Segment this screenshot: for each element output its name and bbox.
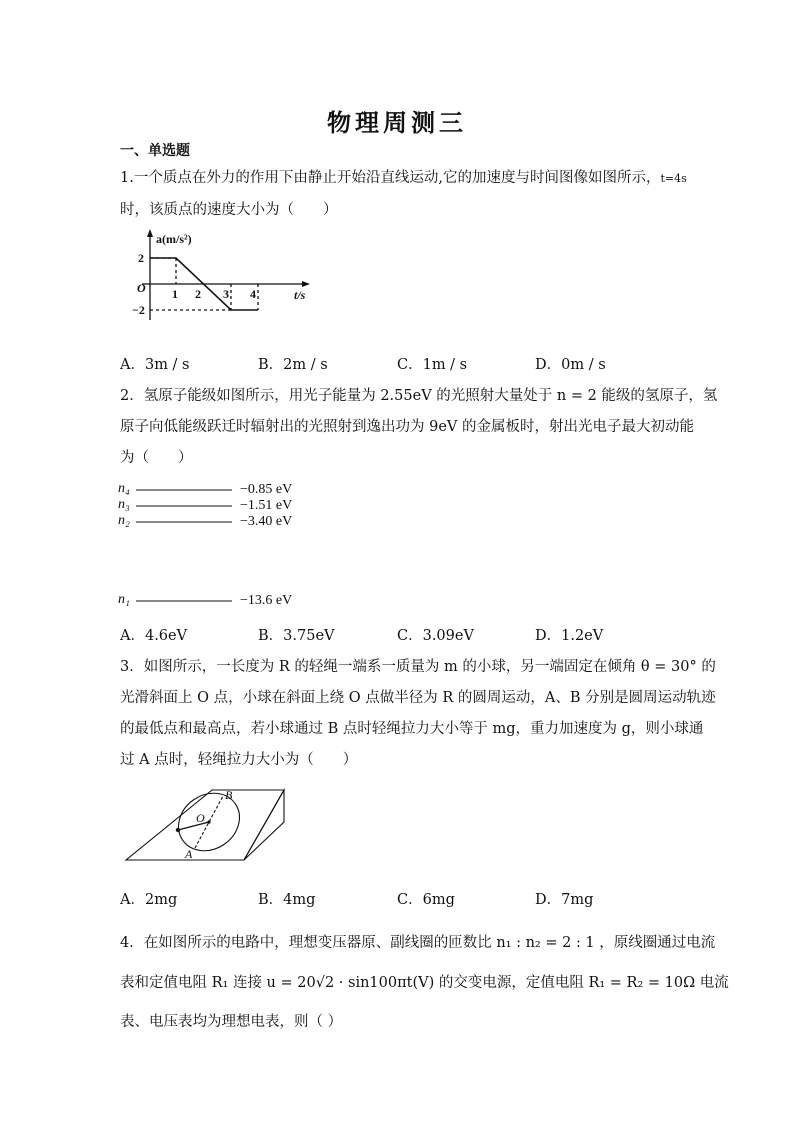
q1-y-tick-2: 2 — [138, 251, 144, 265]
q2-text-line3: 为（ ） — [120, 450, 193, 466]
level-energy-n3: −1.51 eV — [240, 498, 293, 513]
level-label-n2: n₂ — [118, 513, 130, 528]
center-point — [207, 820, 210, 823]
q4-text-line2: 表和定值电阻 R₁ 连接 u = 20√2 · sin100πt(V) 的交变电源，定值电阻 R₁ = R₂ = 10Ω 电流 — [120, 975, 729, 991]
q1-time-note: t=4s — [660, 172, 687, 185]
q1-y-axis-arrow — [147, 229, 153, 237]
q3-text-line2: 光滑斜面上 O 点，小球在斜面上绕 O 点做半径为 R 的圆周运动，A、B 分别是圆周运动轨迹 — [120, 690, 716, 706]
q1-text-line2: 时，该质点的速度大小为（ ） — [120, 202, 338, 218]
level-energy-n4: −0.85 eV — [240, 482, 293, 497]
ball — [176, 828, 180, 832]
label-o: O — [196, 811, 205, 825]
q1-option-a[interactable]: A．3m / s — [120, 357, 190, 373]
q2-option-c[interactable]: C．3.09eV — [397, 628, 474, 644]
q1-y-tick-neg2: −2 — [132, 303, 145, 317]
q1-acceleration-graph — [128, 226, 318, 326]
q3-option-a[interactable]: A．2mg — [120, 892, 178, 908]
q1-y-label: a(m/s²) — [156, 232, 192, 246]
q2-energy-level-diagram — [116, 476, 326, 610]
q1-option-b[interactable]: B．2m / s — [258, 357, 328, 373]
q1-origin-label: O — [137, 281, 146, 295]
level-energy-n2: −3.40 eV — [240, 514, 293, 529]
level-label-n1: n₁ — [118, 592, 130, 607]
q1-x-tick-1: 1 — [172, 287, 178, 301]
q2-text-line1: 2．氢原子能级如图所示，用光子能量为 2.55eV 的光照射大量处于 n = 2 能级的氢原子，氢 — [120, 388, 718, 404]
q2-option-b[interactable]: B．3.75eV — [258, 628, 335, 644]
q1-x-axis-arrow — [302, 281, 310, 287]
page-title: 物理周测三 — [327, 108, 467, 137]
q4-text-line3: 表、电压表均为理想电表，则（ ） — [120, 1014, 343, 1030]
q3-option-c[interactable]: C．6mg — [397, 892, 455, 908]
q1-x-tick-2: 2 — [195, 287, 201, 301]
q1-option-c[interactable]: C．1m / s — [397, 357, 468, 373]
label-b: B — [225, 788, 233, 802]
q3-text-line1: 3．如图所示，一长度为 R 的轻绳一端系一质量为 m 的小球，另一端固定在倾角 θ = 30° 的 — [120, 659, 716, 675]
q3-option-d[interactable]: D．7mg — [535, 892, 594, 908]
incline-plane — [126, 790, 284, 860]
q2-option-a[interactable]: A．4.6eV — [120, 628, 188, 644]
q2-text-line2: 原子向低能级跃迁时辐射出的光照射到逸出功为 9eV 的金属板时，射出光电子最大初动能 — [120, 419, 694, 435]
level-energy-n1: −13.6 eV — [240, 593, 293, 608]
q1-x-label: t/s — [294, 288, 306, 302]
q3-text-line3: 的最低点和最高点，若小球通过 B 点时轻绳拉力大小等于 mg，重力加速度为 g，则小球通 — [120, 721, 704, 737]
q3-incline-figure — [122, 782, 294, 864]
q1-option-d[interactable]: D．0m / s — [535, 357, 606, 373]
q1-text-line1: 1.一个质点在外力的作用下由静止开始沿直线运动,它的加速度与时间图像如图所示，t=4s — [120, 170, 687, 186]
q3-option-b[interactable]: B．4mg — [258, 892, 316, 908]
q3-text-line4: 过 A 点时，轻绳拉力大小为（ ） — [120, 752, 358, 768]
incline-side-face — [244, 790, 284, 860]
level-label-n3: n₃ — [118, 497, 130, 512]
q4-text-line1: 4．在如图所示的电路中，理想变压器原、副线圈的匝数比 n₁ : n₂ = 2 : 1 ，原线圈通过电流 — [120, 935, 716, 951]
q1-x-tick-4: 4 — [250, 287, 256, 301]
section-heading: 一、单选题 — [120, 143, 190, 159]
level-label-n4: n₄ — [118, 481, 130, 496]
q1-x-tick-3: 3 — [223, 287, 229, 301]
q2-option-d[interactable]: D．1.2eV — [535, 628, 604, 644]
label-a: A — [185, 847, 193, 861]
